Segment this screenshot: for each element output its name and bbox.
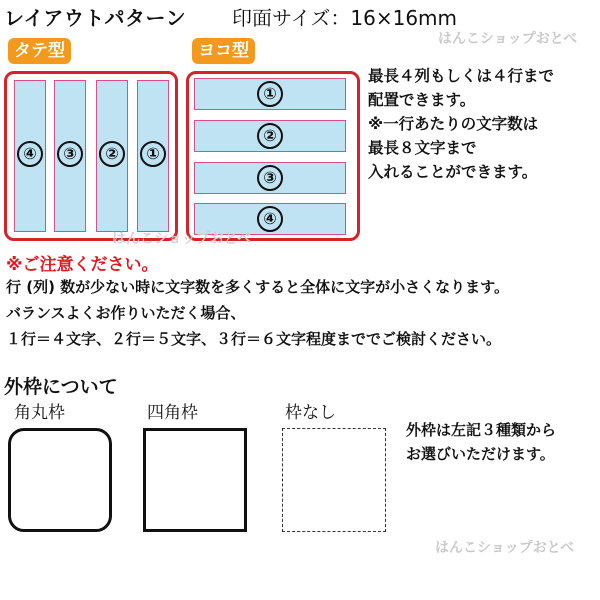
watermark-bottom: はんこショップおとべ: [435, 540, 575, 556]
note-line: 最長８文字まで: [368, 139, 477, 157]
row-number: ③: [257, 165, 283, 191]
watermark-top: はんこショップおとべ: [438, 31, 578, 47]
row-number: ②: [257, 123, 283, 149]
vertical-type-tag: タテ型: [8, 38, 71, 64]
frame-label-rounded: 角丸枠: [14, 403, 65, 423]
column-number: ②: [99, 141, 125, 167]
layout-note: [368, 64, 554, 184]
page-title: レイアウトパターン: [4, 6, 187, 30]
frame-label-square: 四角枠: [147, 403, 198, 423]
column-number: ④: [17, 141, 43, 167]
caution-heading: ※ご注意ください。: [6, 255, 159, 275]
caution-line: １行＝４文字、２行＝５文字、３行＝６文字程度まででご検討ください。: [6, 330, 502, 348]
horizontal-type-tag: ヨコ型: [192, 38, 255, 64]
square-frame-sample: [143, 428, 247, 532]
no-frame-sample: [282, 428, 386, 532]
frames-heading: 外枠について: [4, 376, 118, 398]
note-line: 配置できます。: [368, 91, 476, 109]
frames-note-line: お選びいただけます。: [406, 445, 555, 463]
rounded-frame-sample: [8, 428, 112, 532]
row-number: ④: [257, 206, 283, 232]
note-line: 入れることができます。: [368, 163, 538, 181]
column-number: ③: [57, 141, 83, 167]
caution-line: バランスよくお作りいただく場合、: [6, 304, 246, 322]
frame-label-none: 枠なし: [285, 403, 336, 423]
caution-text: [6, 274, 509, 352]
note-line: 最長４列もしくは４行まで: [368, 67, 555, 85]
frames-note: [406, 418, 556, 466]
stamp-size-label: 印面サイズ：16×16mm: [232, 6, 458, 30]
note-line: ※一行あたりの文字数は: [368, 115, 539, 133]
caution-line: 行 (列) 数が少ない時に文字数を多くすると全体に文字が小さくなります。: [6, 278, 509, 296]
column-number: ①: [140, 141, 166, 167]
frames-note-line: 外枠は左記３種類から: [406, 421, 557, 439]
row-number: ①: [257, 81, 283, 107]
watermark-center: はんこショップおとべ: [112, 231, 252, 247]
